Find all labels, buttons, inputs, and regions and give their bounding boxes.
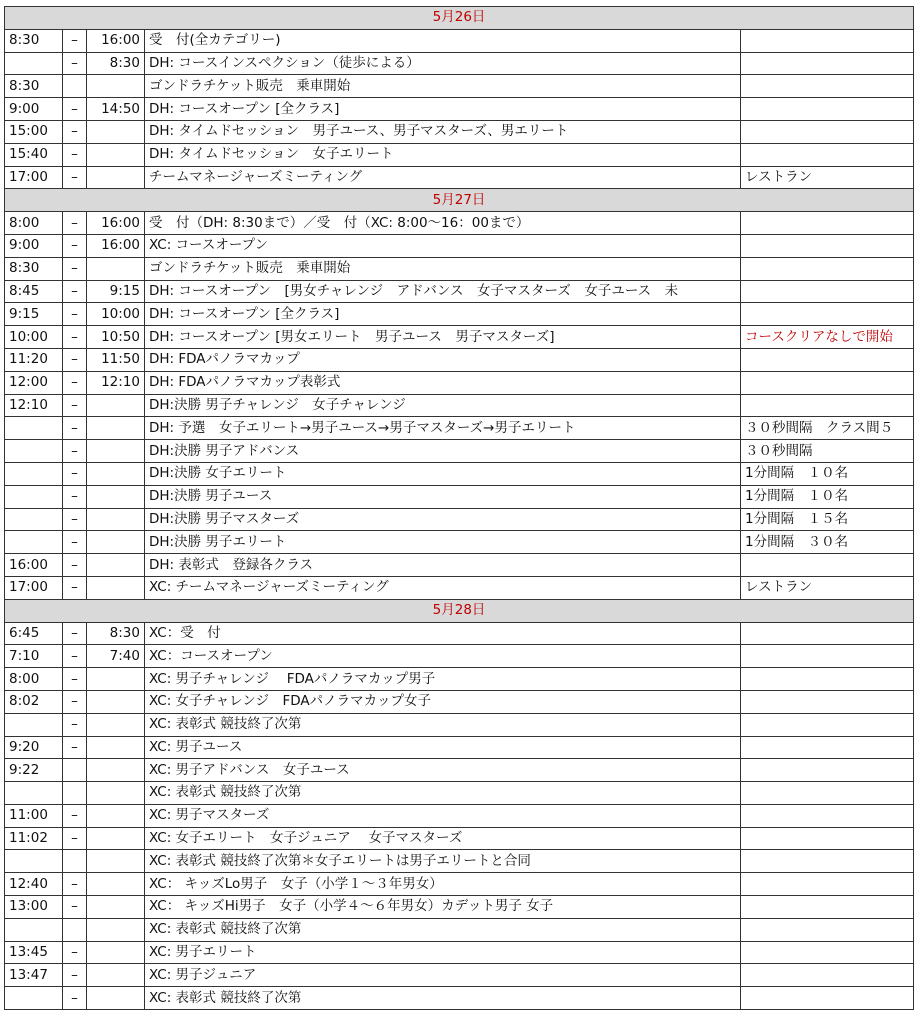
range-dash-cell: –: [63, 690, 87, 713]
event-description-cell: XC: 表彰式 競技終了次第＊女子エリートは男子エリートと合同: [145, 850, 741, 873]
start-time-cell: [5, 713, 63, 736]
day-header-row: [5, 599, 914, 622]
start-time-cell: [5, 52, 63, 75]
schedule-row: [5, 348, 914, 371]
event-description-cell: DH: 表彰式 登録各クラス: [145, 554, 741, 577]
end-time-cell: 9:15: [87, 280, 145, 303]
note-cell: [741, 804, 914, 827]
start-time-cell: 11:20: [5, 348, 63, 371]
start-time-cell: [5, 485, 63, 508]
range-dash-cell: –: [63, 554, 87, 577]
schedule-row: [5, 645, 914, 668]
range-dash-cell: –: [63, 713, 87, 736]
schedule-row: [5, 234, 914, 257]
range-dash-cell: [63, 918, 87, 941]
event-description-cell: 受 付（DH: 8:30まで）／受 付（XC: 8:00〜16：00まで）: [145, 212, 741, 235]
range-dash-cell: –: [63, 98, 87, 121]
schedule-row: [5, 417, 914, 440]
schedule-row: [5, 782, 914, 805]
event-description-cell: DH:決勝 男子ユース: [145, 485, 741, 508]
start-time-cell: 6:45: [5, 622, 63, 645]
start-time-cell: 9:20: [5, 736, 63, 759]
note-cell: [741, 896, 914, 919]
end-time-cell: [87, 120, 145, 143]
note-cell: [741, 668, 914, 691]
schedule-row: [5, 987, 914, 1010]
start-time-cell: 11:02: [5, 827, 63, 850]
range-dash-cell: –: [63, 462, 87, 485]
schedule-row: [5, 918, 914, 941]
start-time-cell: [5, 987, 63, 1010]
note-cell: [741, 759, 914, 782]
event-description-cell: ゴンドラチケット販売 乗車開始: [145, 75, 741, 98]
note-cell: [741, 52, 914, 75]
range-dash-cell: –: [63, 348, 87, 371]
end-time-cell: [87, 896, 145, 919]
range-dash-cell: –: [63, 166, 87, 189]
range-dash-cell: –: [63, 29, 87, 52]
start-time-cell: 13:00: [5, 896, 63, 919]
schedule-row: [5, 166, 914, 189]
end-time-cell: [87, 873, 145, 896]
event-description-cell: ゴンドラチケット販売 乗車開始: [145, 257, 741, 280]
note-cell: [741, 348, 914, 371]
start-time-cell: 8:00: [5, 668, 63, 691]
range-dash-cell: –: [63, 52, 87, 75]
event-description-cell: XC: 男子エリート: [145, 941, 741, 964]
schedule-row: [5, 394, 914, 417]
start-time-cell: [5, 918, 63, 941]
range-dash-cell: –: [63, 941, 87, 964]
end-time-cell: [87, 576, 145, 599]
event-description-cell: DH:決勝 男子マスターズ: [145, 508, 741, 531]
event-description-cell: DH: 予選 女子エリート→男子ユース→男子マスターズ→男子エリート: [145, 417, 741, 440]
event-description-cell: XC: 表彰式 競技終了次第: [145, 782, 741, 805]
start-time-cell: 17:00: [5, 576, 63, 599]
start-time-cell: 16:00: [5, 554, 63, 577]
event-description-cell: DH: コースオープン [全クラス]: [145, 303, 741, 326]
schedule-row: [5, 896, 914, 919]
note-cell: [741, 736, 914, 759]
note-cell: 1分間隔 １５名: [741, 508, 914, 531]
note-cell: 1分間隔 ３０名: [741, 531, 914, 554]
end-time-cell: [87, 964, 145, 987]
note-cell: [741, 827, 914, 850]
start-time-cell: 8:30: [5, 29, 63, 52]
schedule-row: [5, 736, 914, 759]
range-dash-cell: –: [63, 645, 87, 668]
schedule-row: [5, 713, 914, 736]
note-cell: [741, 554, 914, 577]
schedule-row: [5, 668, 914, 691]
end-time-cell: [87, 713, 145, 736]
note-cell: [741, 394, 914, 417]
note-cell: [741, 257, 914, 280]
end-time-cell: [87, 417, 145, 440]
end-time-cell: [87, 782, 145, 805]
end-time-cell: 11:50: [87, 348, 145, 371]
schedule-row: [5, 508, 914, 531]
end-time-cell: [87, 462, 145, 485]
schedule-row: [5, 873, 914, 896]
start-time-cell: 8:02: [5, 690, 63, 713]
event-description-cell: XC：コースオープン: [145, 645, 741, 668]
schedule-row: [5, 52, 914, 75]
note-cell: [741, 212, 914, 235]
schedule-row: [5, 850, 914, 873]
end-time-cell: [87, 75, 145, 98]
start-time-cell: [5, 782, 63, 805]
schedule-row: [5, 554, 914, 577]
event-description-cell: XC： キッズHi男子 女子（小学４〜６年男女）カデット男子 女子: [145, 896, 741, 919]
event-description-cell: XC: 女子エリート 女子ジュニア 女子マスターズ: [145, 827, 741, 850]
end-time-cell: [87, 690, 145, 713]
event-description-cell: DH: FDAパノラマカップ表彰式: [145, 371, 741, 394]
note-cell: [741, 690, 914, 713]
note-cell: 1分間隔 １０名: [741, 462, 914, 485]
start-time-cell: 10:00: [5, 326, 63, 349]
end-time-cell: 16:00: [87, 212, 145, 235]
range-dash-cell: –: [63, 508, 87, 531]
schedule-row: [5, 690, 914, 713]
event-description-cell: XC: 男子チャレンジ FDAパノラマカップ男子: [145, 668, 741, 691]
schedule-row: [5, 75, 914, 98]
range-dash-cell: –: [63, 622, 87, 645]
event-description-cell: DH:決勝 男子チャレンジ 女子チャレンジ: [145, 394, 741, 417]
range-dash-cell: –: [63, 440, 87, 463]
event-description-cell: DH: コースオープン [全クラス]: [145, 98, 741, 121]
start-time-cell: 11:00: [5, 804, 63, 827]
schedule-row: [5, 941, 914, 964]
end-time-cell: 7:40: [87, 645, 145, 668]
day-header-label: 5月28日: [5, 599, 914, 622]
note-cell: [741, 29, 914, 52]
note-cell: [741, 918, 914, 941]
end-time-cell: [87, 440, 145, 463]
range-dash-cell: –: [63, 531, 87, 554]
range-dash-cell: –: [63, 212, 87, 235]
schedule-row: [5, 257, 914, 280]
start-time-cell: 9:22: [5, 759, 63, 782]
range-dash-cell: –: [63, 120, 87, 143]
start-time-cell: 12:10: [5, 394, 63, 417]
note-cell: [741, 873, 914, 896]
day-header-row: [5, 7, 914, 30]
event-description-cell: XC: 男子ユース: [145, 736, 741, 759]
event-description-cell: XC: 表彰式 競技終了次第: [145, 987, 741, 1010]
note-cell: [741, 120, 914, 143]
event-description-cell: DH: コースオープン [男女チャレンジ アドバンス 女子マスターズ 女子ユース 未: [145, 280, 741, 303]
event-description-cell: XC: チームマネージャーズミーティング: [145, 576, 741, 599]
note-cell: レストラン: [741, 166, 914, 189]
schedule-row: [5, 212, 914, 235]
schedule-row: [5, 462, 914, 485]
schedule-row: [5, 303, 914, 326]
end-time-cell: 16:00: [87, 29, 145, 52]
schedule-row: [5, 143, 914, 166]
note-cell: ３０秒間隔 クラス間５: [741, 417, 914, 440]
range-dash-cell: –: [63, 736, 87, 759]
event-description-cell: 受 付(全カテゴリー): [145, 29, 741, 52]
end-time-cell: [87, 987, 145, 1010]
event-description-cell: XC: 表彰式 競技終了次第: [145, 713, 741, 736]
note-cell: [741, 987, 914, 1010]
start-time-cell: 12:40: [5, 873, 63, 896]
event-description-cell: DH:決勝 男子エリート: [145, 531, 741, 554]
schedule-row: [5, 326, 914, 349]
note-cell: [741, 280, 914, 303]
end-time-cell: 8:30: [87, 622, 145, 645]
event-description-cell: XC: 表彰式 競技終了次第: [145, 918, 741, 941]
range-dash-cell: [63, 75, 87, 98]
event-description-cell: DH:決勝 男子アドバンス: [145, 440, 741, 463]
schedule-row: [5, 98, 914, 121]
range-dash-cell: –: [63, 873, 87, 896]
schedule-table: [4, 6, 914, 1010]
start-time-cell: 9:15: [5, 303, 63, 326]
start-time-cell: [5, 850, 63, 873]
end-time-cell: 10:50: [87, 326, 145, 349]
schedule-row: [5, 440, 914, 463]
start-time-cell: [5, 440, 63, 463]
start-time-cell: 8:30: [5, 75, 63, 98]
range-dash-cell: –: [63, 303, 87, 326]
end-time-cell: [87, 759, 145, 782]
start-time-cell: [5, 462, 63, 485]
start-time-cell: [5, 417, 63, 440]
start-time-cell: 12:00: [5, 371, 63, 394]
note-cell: [741, 303, 914, 326]
schedule-row: [5, 964, 914, 987]
note-cell: [741, 622, 914, 645]
range-dash-cell: –: [63, 827, 87, 850]
event-description-cell: DH: コースオープン [男女エリート 男子ユース 男子マスターズ]: [145, 326, 741, 349]
schedule-row: [5, 280, 914, 303]
schedule-row: [5, 759, 914, 782]
schedule-row: [5, 804, 914, 827]
note-cell: [741, 371, 914, 394]
event-description-cell: XC: 女子チャレンジ FDAパノラマカップ女子: [145, 690, 741, 713]
note-cell: ３０秒間隔: [741, 440, 914, 463]
day-header-label: 5月27日: [5, 189, 914, 212]
end-time-cell: [87, 143, 145, 166]
start-time-cell: 17:00: [5, 166, 63, 189]
event-description-cell: DH: タイムドセッション 男子ユース、男子マスターズ、男エリート: [145, 120, 741, 143]
schedule-row: [5, 622, 914, 645]
note-cell: 1分間隔 １０名: [741, 485, 914, 508]
note-cell: [741, 713, 914, 736]
end-time-cell: 12:10: [87, 371, 145, 394]
event-description-cell: DH: タイムドセッション 女子エリート: [145, 143, 741, 166]
start-time-cell: 15:40: [5, 143, 63, 166]
end-time-cell: [87, 166, 145, 189]
start-time-cell: 9:00: [5, 234, 63, 257]
range-dash-cell: –: [63, 804, 87, 827]
note-cell: コースクリアなしで開始: [741, 326, 914, 349]
end-time-cell: [87, 941, 145, 964]
end-time-cell: 10:00: [87, 303, 145, 326]
start-time-cell: 7:10: [5, 645, 63, 668]
start-time-cell: [5, 531, 63, 554]
event-description-cell: XC: 男子マスターズ: [145, 804, 741, 827]
range-dash-cell: –: [63, 326, 87, 349]
event-description-cell: XC: コースオープン: [145, 234, 741, 257]
range-dash-cell: –: [63, 371, 87, 394]
end-time-cell: [87, 668, 145, 691]
start-time-cell: 8:00: [5, 212, 63, 235]
start-time-cell: 13:45: [5, 941, 63, 964]
end-time-cell: [87, 531, 145, 554]
range-dash-cell: [63, 782, 87, 805]
end-time-cell: [87, 257, 145, 280]
end-time-cell: [87, 554, 145, 577]
event-description-cell: DH: FDAパノラマカップ: [145, 348, 741, 371]
end-time-cell: [87, 485, 145, 508]
event-description-cell: DH:決勝 女子エリート: [145, 462, 741, 485]
range-dash-cell: –: [63, 257, 87, 280]
note-cell: [741, 234, 914, 257]
range-dash-cell: –: [63, 417, 87, 440]
note-cell: [741, 941, 914, 964]
schedule-row: [5, 827, 914, 850]
schedule-row: [5, 120, 914, 143]
start-time-cell: 15:00: [5, 120, 63, 143]
day-header-row: [5, 189, 914, 212]
schedule-body: [5, 7, 914, 1010]
start-time-cell: 9:00: [5, 98, 63, 121]
range-dash-cell: –: [63, 143, 87, 166]
schedule-row: [5, 485, 914, 508]
range-dash-cell: –: [63, 234, 87, 257]
event-description-cell: DH: コースインスペクション（徒歩による）: [145, 52, 741, 75]
event-description-cell: XC：受 付: [145, 622, 741, 645]
note-cell: [741, 782, 914, 805]
end-time-cell: [87, 736, 145, 759]
range-dash-cell: –: [63, 896, 87, 919]
event-description-cell: XC: 男子アドバンス 女子ユース: [145, 759, 741, 782]
schedule-row: [5, 531, 914, 554]
end-time-cell: [87, 827, 145, 850]
start-time-cell: 13:47: [5, 964, 63, 987]
range-dash-cell: –: [63, 485, 87, 508]
schedule-row: [5, 576, 914, 599]
event-description-cell: XC： キッズLo男子 女子（小学１〜３年男女）: [145, 873, 741, 896]
end-time-cell: [87, 394, 145, 417]
range-dash-cell: –: [63, 964, 87, 987]
end-time-cell: [87, 850, 145, 873]
note-cell: [741, 964, 914, 987]
range-dash-cell: [63, 850, 87, 873]
note-cell: [741, 98, 914, 121]
end-time-cell: 14:50: [87, 98, 145, 121]
end-time-cell: 8:30: [87, 52, 145, 75]
note-cell: [741, 850, 914, 873]
range-dash-cell: [63, 759, 87, 782]
range-dash-cell: –: [63, 576, 87, 599]
note-cell: レストラン: [741, 576, 914, 599]
event-description-cell: チームマネージャーズミーティング: [145, 166, 741, 189]
end-time-cell: [87, 804, 145, 827]
range-dash-cell: –: [63, 668, 87, 691]
note-cell: [741, 143, 914, 166]
note-cell: [741, 645, 914, 668]
note-cell: [741, 75, 914, 98]
range-dash-cell: –: [63, 280, 87, 303]
end-time-cell: [87, 918, 145, 941]
range-dash-cell: –: [63, 394, 87, 417]
start-time-cell: [5, 508, 63, 531]
end-time-cell: [87, 508, 145, 531]
end-time-cell: 16:00: [87, 234, 145, 257]
range-dash-cell: –: [63, 987, 87, 1010]
start-time-cell: 8:45: [5, 280, 63, 303]
start-time-cell: 8:30: [5, 257, 63, 280]
event-description-cell: XC: 男子ジュニア: [145, 964, 741, 987]
schedule-row: [5, 371, 914, 394]
schedule-row: [5, 29, 914, 52]
day-header-label: 5月26日: [5, 7, 914, 30]
